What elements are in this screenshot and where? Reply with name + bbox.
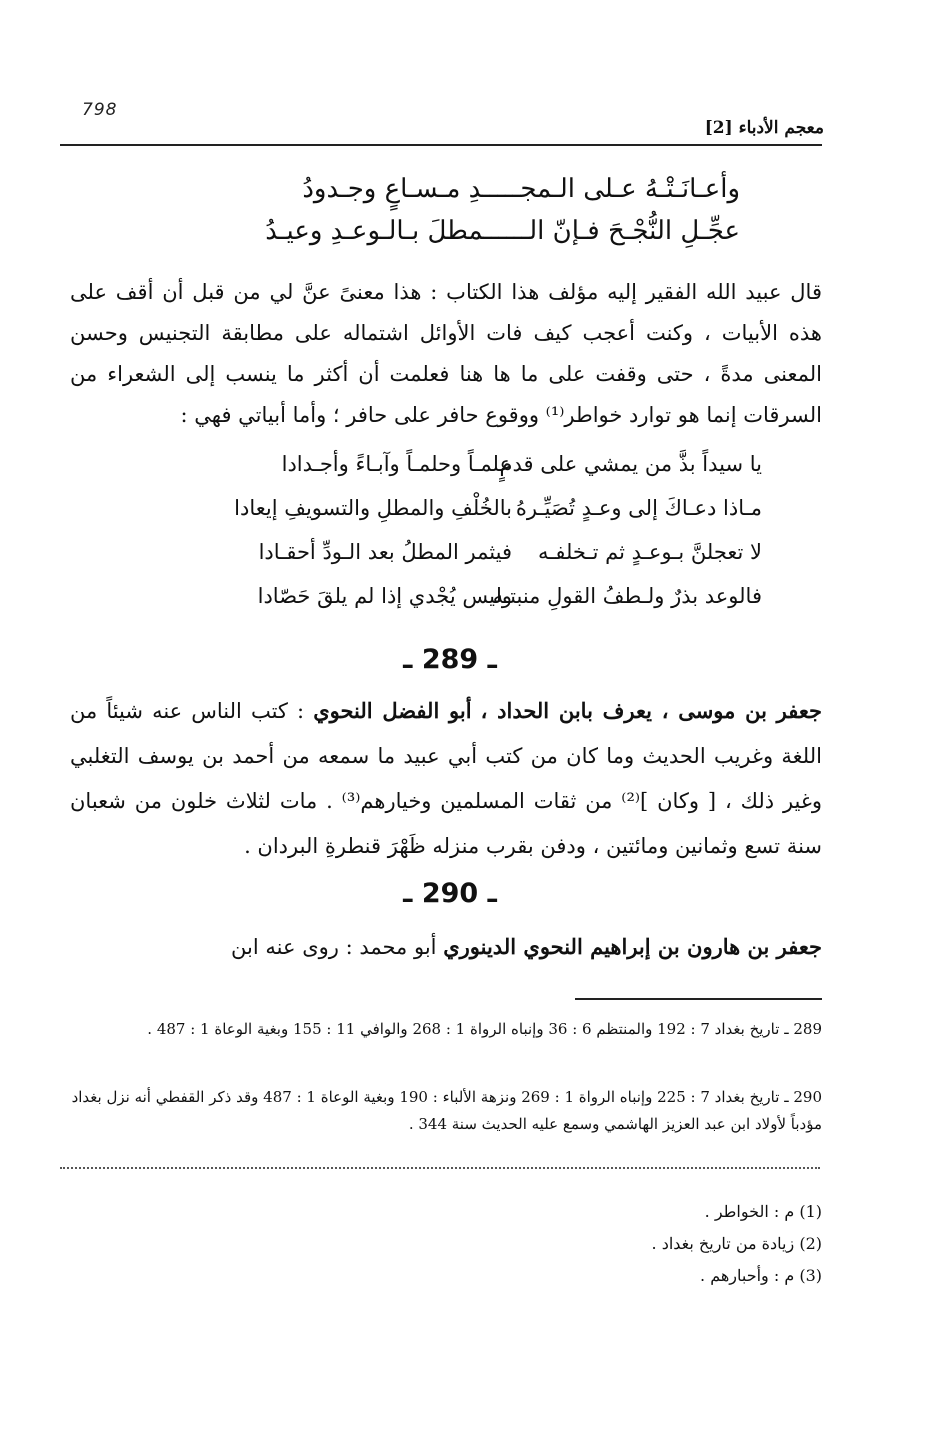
footnote-2: (2) زيادة من تاريخ بغداد . bbox=[651, 1234, 822, 1253]
footnote-3: (3) م : وأحبارهم . bbox=[700, 1266, 822, 1285]
verse-line-1: وأعـانَـتْـهُ عـلى الـمجـــــدِ مـسـاعٍ وجـدودُ bbox=[302, 174, 740, 204]
poem-second-hemistich: وليس يُجْدي إذا لم يلقَ حَصّادا bbox=[257, 584, 512, 608]
source-note-290: 290 ـ تاريخ بغداد 7 : 225 وإنباه الرواة 1 : 269 ونزهة الألباء : 190 وبغية الوعاة 1 : 487 وقد ذكر القفطي أنه نزل بغداد مؤدباً لأولاد ابن عبد العزيز الهاشمي وسمع عليه الحديث سنة 344 . bbox=[71, 1088, 822, 1133]
footnote-rule bbox=[575, 998, 822, 1000]
dotted-separator bbox=[60, 1167, 820, 1169]
footnote-1: (1) م : الخواطر . bbox=[704, 1202, 822, 1221]
poem-second-hemistich: بالخُلْفِ والمطلِ والتسويفِ إيعادا bbox=[234, 496, 512, 520]
poem-second-hemistich: فيثمر المطلُ بعد الـودِّ أحقـادا bbox=[258, 540, 512, 564]
running-title: معجم الأدباء [2] bbox=[704, 118, 824, 138]
source-note-289: 289 ـ تاريخ بغداد 7 : 192 والمنتظم 6 : 36 وإنباه الرواة 1 : 268 والوافي 11 : 155 وبغية الوعاة 1 : 487 . bbox=[147, 1020, 822, 1038]
poem-first-hemistich: لا تعجلنَّ بـوعـدٍ ثم تـخلفـه bbox=[537, 540, 762, 564]
verse-line-2: عجِّـلِ النُّجْـحَ فـإنّ الــــــمطلَ بـالـوعـدِ وعيـدُ bbox=[265, 216, 740, 246]
entry-289-text: : كتب الناس عنه شيئاً من اللغة وغريب الحديث وما كان من كتب أبي عبيد ما سمعه من أحمد بن يوسف التغلبي وغير ذلك ، [ وكان ]⁽²⁾ من ثقات المسلمين وخيارهم⁽³⁾ . مات لثلاث خلون من شعبان سنة تسع وثمانين ومائتين ، ودفن بقرب منزله ظَهْرَ قنطرةِ البردان . bbox=[70, 699, 822, 858]
poem-row bbox=[0, 496, 932, 540]
entry-number-290: ـ 290 ـ bbox=[403, 878, 497, 909]
poem-row bbox=[0, 584, 932, 628]
entry-290-name: جعفر بن هارون بن إبراهيم النحوي الدينوري bbox=[443, 934, 822, 959]
poem-row bbox=[0, 452, 932, 496]
entry-290-body bbox=[70, 924, 822, 970]
intro-paragraph: قال عبيد الله الفقير إليه مؤلف هذا الكتاب : هذا معنىً عنَّ لي من قبل أن أقف على هذه الأبيات ، وكنت أعجب كيف فات الأوائل اشتماله على مطابقة التجنيس وحسن المعنى مدةً ، حتى وقفت على ما ها هنا فعلمت أن أكثر ما ينسب إلى الشعراء من السرقات إنما هو توارد خواطر⁽¹⁾ ووقوع حافر على حافر ؛ وأما أبياتي فهي : bbox=[70, 280, 822, 427]
entry-289-body bbox=[70, 688, 822, 869]
page-number: 798 bbox=[82, 100, 118, 120]
entry-289-kunya: أبو الفضل النحوي bbox=[313, 698, 472, 723]
entry-number-289: ـ 289 ـ bbox=[403, 644, 497, 675]
header-rule bbox=[60, 144, 822, 146]
poem-first-hemistich: يا سيداً بذَّ من يمشي على قدمٍ bbox=[499, 452, 762, 476]
poem-second-hemistich: علمـاً وحلمـاً وآبـاءً وأجـدادا bbox=[281, 452, 512, 476]
poem-first-hemistich: فالوعد بذرٌ ولـطفُ القولِ منبتـه bbox=[492, 584, 762, 608]
poem-row bbox=[0, 540, 932, 584]
entry-289-name: جعفر بن موسى ، يعرف بابن الحداد ، bbox=[480, 698, 822, 723]
entry-290-text: أبو محمد : روى عنه ابن bbox=[231, 935, 437, 959]
poem-first-hemistich: مـاذا دعـاكَ إلى وعـدٍ تُصَيِّـرهُ bbox=[515, 496, 762, 520]
